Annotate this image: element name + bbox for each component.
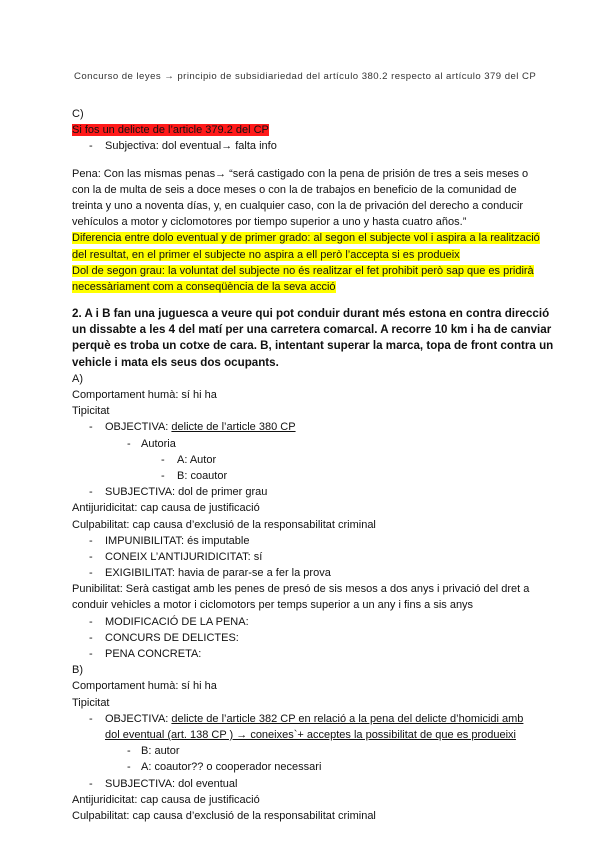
list-item: - B: coautor [161,469,228,482]
list-item: - Autoria [127,437,176,450]
penalty-line: vehículos a motor y ciclomotores por tiempo superior a uno y hasta cuatro años.” [72,216,467,229]
antijuridicitat-line: Antijuridicitat: cap causa de justificació [72,793,260,806]
case-statement-line: perquè es troba un cotxe de cara. B, intentant superar la marca, topa de front contra un [72,339,554,353]
case-statement-line: vehicle i mata els seus dos ocupants. [72,355,279,369]
list-item: - OBJECTIVA: delicte de l’article 380 CP [89,421,296,434]
tipicitat-heading: Tipicitat [72,696,110,709]
highlight-line: necessàriament com a conseqüència de la seva acció [72,280,336,293]
punibilitat-line: conduir vehicles a motor i ciclomotors per temps superior a un any i fins a sis anys [72,599,474,612]
culpabilitat-line: Culpabilitat: cap causa d’exclusió de la responsabilitat criminal [72,809,376,822]
document-body [72,106,554,824]
culpabilitat-line: Culpabilitat: cap causa d’exclusió de la responsabilitat criminal [72,518,376,531]
case-statement-line: un dissabte a les 4 del matí per una carretera comarcal. A recorre 10 km i ha de canviar [72,323,552,337]
list-item: - CONEIX L’ANTIJURIDICITAT: sí [89,550,263,563]
highlight-line: Diferencia entre dolo eventual y de primer grado: al segon el subjecte vol i aspira a la realització [72,232,540,245]
section-label: B) [72,664,83,677]
section-label: C) [72,108,84,120]
list-item: - SUBJECTIVA: dol de primer grau [89,486,268,499]
tipicitat-heading: Tipicitat [72,405,110,418]
list-item: - OBJECTIVA: delicte de l’article 382 CP en relació a la pena del delicte d’homicidi amb [89,712,524,725]
list-item: - MODIFICACIÓ DE LA PENA: [89,615,249,628]
highlight-line: del resultat, en el primer el subjecte no aspira a ell però l’accepta si es produeix [72,248,460,261]
list-item: - A: Autor [161,453,217,466]
punibilitat-line: Punibilitat: Serà castigat amb les penes de presó de sis mesos a dos anys i privació del dret a [72,583,530,596]
list-item: - A: coautor?? o cooperador necessari [127,761,322,774]
penalty-line: treinta y uno a noventa días, y, en cualquier caso, con la de privación del derecho a conducir [72,199,524,212]
objectiva-link: delicte de l’article 380 CP [171,421,296,434]
list-item: - IMPUNIBILITAT: és imputable [89,534,250,547]
objectiva-link-continued: dol eventual (art. 138 CP ) → coneixes`+ acceptes la possibilitat de que es produeixi [105,728,517,741]
page-header: Concurso de leyes → principio de subsidiariedad del artículo 380.2 respecto al artículo 379 del CP [74,71,537,82]
conducta-line: Comportament humà: sí hi ha [72,680,217,693]
list-item: - EXIGIBILITAT: havia de parar-se a fer la prova [89,567,331,580]
list-item: - Subjectiva: dol eventual→ falta info [89,140,277,153]
list-item: - SUBJECTIVA: dol eventual [89,777,238,790]
list-item: - B: autor [127,745,180,758]
penalty-line: Pena: Con las mismas penas→ “será castigado con la pena de prisión de tres a seis meses o [72,167,529,180]
antijuridicitat-line: Antijuridicitat: cap causa de justificació [72,502,260,515]
list-item: - PENA CONCRETA: [89,648,202,660]
hypothesis-highlight: Si fos un delicte de l’article 379.2 del CP [72,124,269,137]
objectiva-link: delicte de l’article 382 CP en relació a la pena del delicte d’homicidi amb [171,712,524,725]
case-statement-line: 2. A i B fan una juguesca a veure qui pot conduir durant més estona en contra direcció [72,307,550,321]
list-item: - CONCURS DE DELICTES: [89,631,239,644]
penalty-line: con la de multa de seis a doce meses o con la de trabajos en beneficio de la comunidad de [72,183,517,196]
section-label: A) [72,372,83,385]
conducta-line: Comportament humà: sí hi ha [72,389,217,401]
highlight-line: Dol de segon grau: la voluntat del subjecte no és realitzar el fet prohibit però sap que es pridirà [72,264,534,277]
